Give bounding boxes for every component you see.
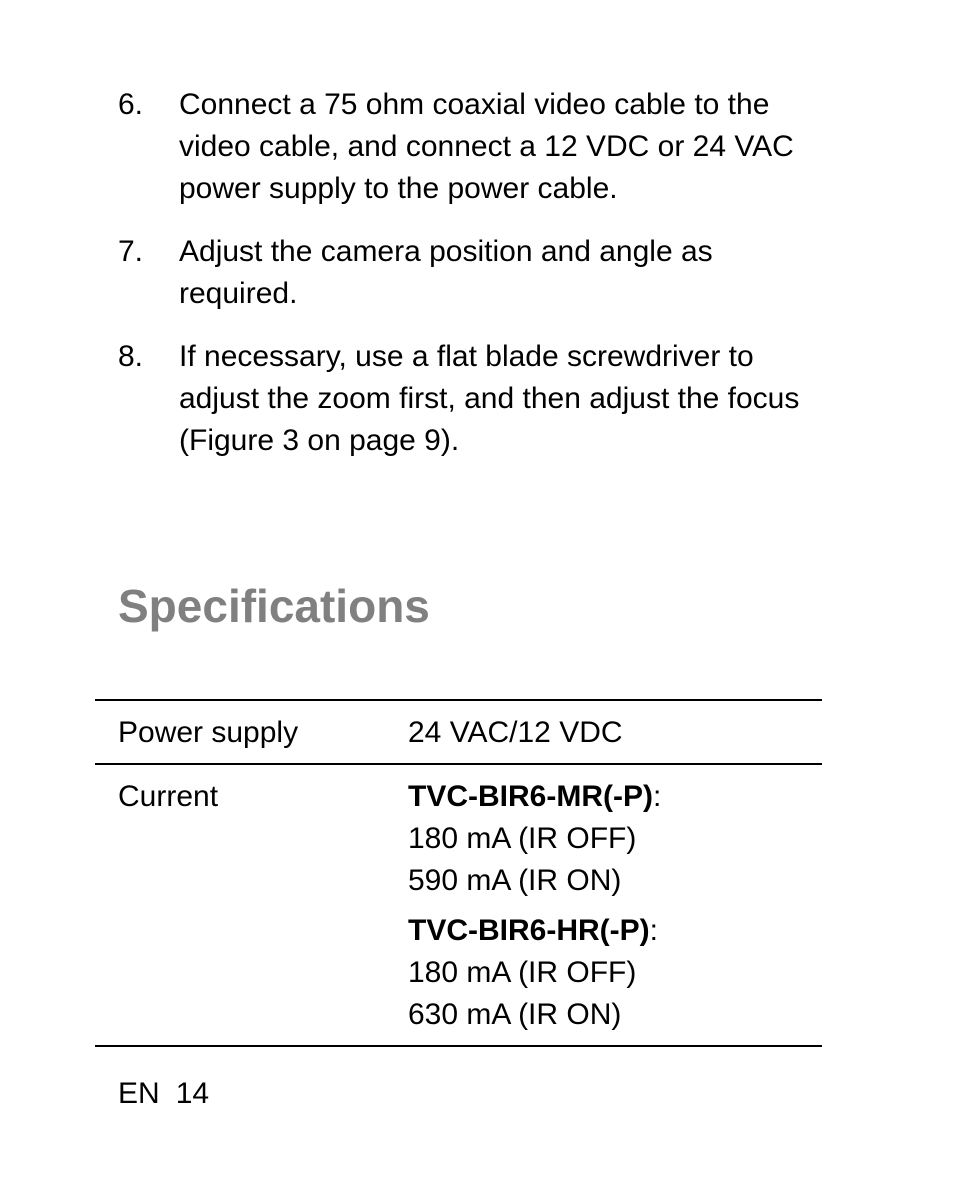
- step-7: [118, 231, 818, 315]
- step-6: [118, 84, 818, 210]
- page-footer: [118, 1073, 209, 1115]
- spec-value: 24 VAC/12 VDC: [408, 716, 623, 749]
- current-ir-on: 590 mA (IR ON): [408, 864, 622, 897]
- step-text: If necessary, use a flat blade screwdriver to adjust the zoom first, and then adjust the focus (Figure 3 on page 9).: [179, 340, 800, 457]
- table-row-power-supply: [95, 700, 822, 764]
- model-block-mr: [408, 776, 822, 902]
- model-block-hr: [408, 910, 822, 1036]
- current-ir-off: 180 mA (IR OFF): [408, 956, 637, 989]
- spec-label: Current: [118, 780, 219, 813]
- specifications-table: [95, 699, 822, 1047]
- table-row-current: [95, 764, 822, 1046]
- step-number: 8.: [118, 340, 144, 373]
- model-name: TVC-BIR6-MR(-P): [408, 780, 653, 813]
- model-name: TVC-BIR6-HR(-P): [408, 914, 650, 947]
- spec-value-current: [408, 764, 822, 1046]
- current-ir-off: 180 mA (IR OFF): [408, 822, 637, 855]
- footer-language: EN: [118, 1077, 160, 1110]
- spec-label: Power supply: [118, 716, 299, 749]
- step-8: [118, 336, 818, 462]
- model-colon: :: [652, 780, 662, 813]
- installation-steps: [118, 84, 818, 483]
- step-text: Adjust the camera position and angle as required.: [179, 235, 713, 310]
- step-number: 7.: [118, 235, 144, 268]
- step-number: 6.: [118, 88, 144, 121]
- section-heading-specifications: Specifications: [118, 580, 430, 632]
- footer-page-number: 14: [175, 1077, 210, 1110]
- model-colon: :: [649, 914, 658, 947]
- current-ir-on: 630 mA (IR ON): [408, 998, 622, 1031]
- step-text: Connect a 75 ohm coaxial video cable to the video cable, and connect a 12 VDC or 24 VAC power supply to the power cable.: [179, 88, 794, 205]
